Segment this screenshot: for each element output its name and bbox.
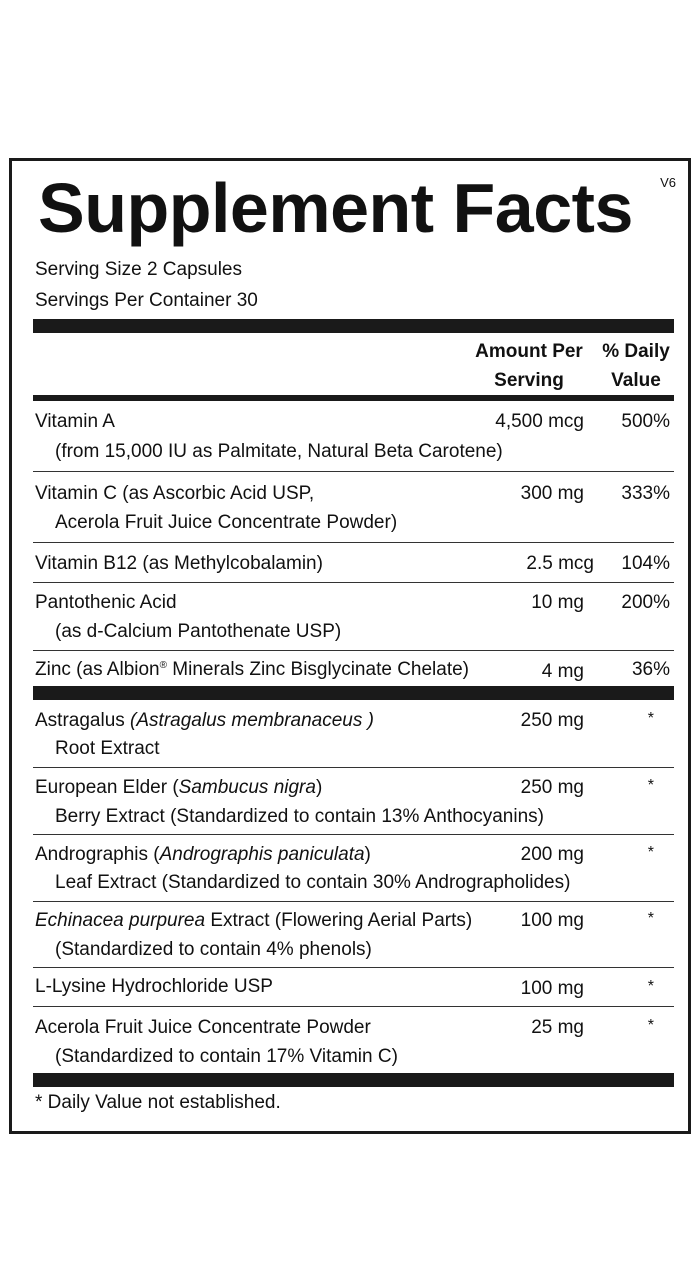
panel-title: Supplement Facts — [38, 169, 633, 247]
thick-divider-top — [33, 319, 674, 333]
daily-value-not-established-mark: * — [647, 710, 654, 727]
registered-mark: ® — [159, 660, 167, 671]
row-divider — [33, 1006, 674, 1007]
ingredient-amount: 100 mg — [520, 910, 584, 931]
ingredient-detail: (Standardized to contain 17% Vitamin C) — [55, 1046, 398, 1067]
row-divider — [33, 834, 674, 835]
dv-header-line2: Value — [611, 370, 661, 391]
row-divider — [33, 650, 674, 651]
amount-header-line1: Amount Per — [475, 341, 583, 362]
ingredient-name-part: ) — [364, 844, 371, 865]
nutrient-amount: 2.5 mcg — [526, 553, 594, 574]
nutrient-name-part: Zinc (as Albion — [35, 659, 160, 680]
nutrient-amount: 300 mg — [520, 483, 584, 504]
ingredient-name: Acerola Fruit Juice Concentrate Powder — [35, 1017, 371, 1038]
nutrient-amount: 10 mg — [531, 592, 584, 613]
row-divider — [33, 582, 674, 583]
daily-value-not-established-mark: * — [647, 777, 654, 794]
serving-size: Serving Size 2 Capsules — [35, 259, 242, 280]
ingredient-name-part: Extract (Flowering Aerial Parts) — [205, 910, 473, 931]
supplement-facts-panel — [9, 158, 691, 1134]
ingredient-name-part: Astragalus — [35, 710, 131, 731]
daily-value-header — [596, 342, 676, 390]
nutrient-source: (from 15,000 IU as Palmitate, Natural Beta Carotene) — [55, 441, 503, 462]
nutrient-daily-value: 333% — [621, 483, 670, 504]
nutrient-name: Vitamin A — [35, 411, 115, 432]
nutrient-name: Pantothenic Acid — [35, 592, 177, 613]
daily-value-not-established-mark: * — [647, 844, 654, 861]
nutrient-amount: 4,500 mcg — [495, 411, 584, 432]
ingredient-amount: 100 mg — [520, 978, 584, 999]
version-code: V6 — [660, 175, 676, 190]
row-divider — [33, 901, 674, 902]
nutrient-name: Vitamin C (as Ascorbic Acid USP, — [35, 483, 315, 504]
nutrient-daily-value: 200% — [621, 592, 670, 613]
daily-value-not-established-mark: * — [647, 1017, 654, 1034]
nutrient-name-part: Minerals Zinc Bisglycinate Chelate) — [167, 659, 470, 680]
amount-per-serving-header — [468, 342, 590, 390]
ingredient-name — [35, 911, 472, 930]
servings-per-container: Servings Per Container 30 — [35, 290, 258, 311]
ingredient-latin-name: Echinacea purpurea — [35, 910, 206, 931]
nutrient-source: Acerola Fruit Juice Concentrate Powder) — [55, 512, 398, 533]
daily-value-not-established-mark: * — [647, 910, 654, 927]
nutrient-name: Vitamin B12 (as Methylcobalamin) — [35, 553, 323, 574]
ingredient-latin-name: Sambucus nigra — [178, 777, 316, 798]
ingredient-detail: Berry Extract (Standardized to contain 13% Anthocyanins) — [55, 806, 544, 827]
ingredient-name — [35, 711, 374, 730]
ingredient-name: L-Lysine Hydrochloride USP — [35, 976, 273, 997]
ingredient-amount: 25 mg — [531, 1017, 584, 1038]
ingredient-latin-name: Andrographis paniculata — [159, 844, 365, 865]
footnote: * Daily Value not established. — [35, 1092, 281, 1113]
ingredient-name-part: Andrographis ( — [35, 844, 160, 865]
amount-header-line2: Serving — [494, 370, 564, 391]
row-divider — [33, 767, 674, 768]
row-divider — [33, 542, 674, 543]
thick-divider-middle — [33, 686, 674, 700]
ingredient-latin-name: (Astragalus membranaceus ) — [130, 710, 374, 731]
ingredient-amount: 250 mg — [520, 710, 584, 731]
ingredient-name — [35, 845, 371, 864]
ingredient-name-part: European Elder ( — [35, 777, 179, 798]
thick-divider-bottom — [33, 1073, 674, 1087]
row-divider — [33, 471, 674, 472]
nutrient-daily-value: 104% — [621, 553, 670, 574]
ingredient-amount: 200 mg — [520, 844, 584, 865]
ingredient-name — [35, 778, 322, 797]
dv-header-line1: % Daily — [602, 341, 670, 362]
ingredient-detail: Leaf Extract (Standardized to contain 30% Andrographolides) — [55, 872, 571, 893]
nutrient-name — [35, 660, 469, 679]
ingredient-amount: 250 mg — [520, 777, 584, 798]
nutrient-amount: 4 mg — [541, 661, 584, 682]
nutrient-source: (as d-Calcium Pantothenate USP) — [55, 621, 342, 642]
nutrient-daily-value: 36% — [631, 659, 670, 680]
nutrient-daily-value: 500% — [621, 411, 670, 432]
ingredient-name-part: ) — [315, 777, 323, 798]
daily-value-not-established-mark: * — [647, 978, 654, 995]
ingredient-detail: (Standardized to contain 4% phenols) — [55, 939, 372, 960]
row-divider — [33, 967, 674, 968]
ingredient-detail: Root Extract — [55, 738, 160, 759]
header-divider — [33, 395, 674, 401]
